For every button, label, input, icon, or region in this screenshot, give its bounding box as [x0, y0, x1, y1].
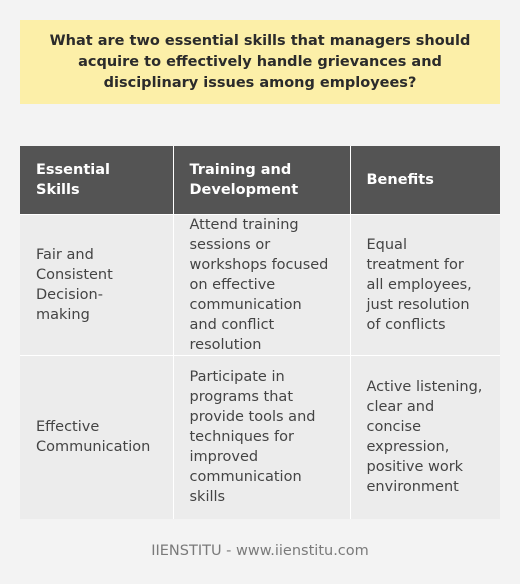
question-box: [20, 20, 500, 104]
skills-table: [20, 146, 500, 519]
footer-credit: IIENSTITU - www.iienstitu.com: [151, 543, 369, 559]
cell-skill: Effective Communication: [20, 355, 173, 519]
table-row: [20, 355, 500, 519]
header-benefits: Benefits: [350, 146, 500, 214]
cell-training: Participate in programs that provide tools and techniques for improved communication skills: [173, 355, 350, 519]
table-header-row: [20, 146, 500, 214]
question-title: What are two essential skills that managers should acquire to effectively handle grievances and disciplinary issues among employees?: [49, 32, 471, 91]
table-row: [20, 214, 500, 355]
cell-skill: Fair and Consistent Decision-making: [20, 214, 173, 355]
header-training-development: Training and Development: [173, 146, 350, 214]
cell-benefits: Active listening, clear and concise expression, positive work environment: [350, 355, 500, 519]
cell-training: Attend training sessions or workshops focused on effective communication and conflict resolution: [173, 214, 350, 355]
header-essential-skills: Essential Skills: [20, 146, 173, 214]
cell-benefits: Equal treatment for all employees, just resolution of conflicts: [350, 214, 500, 355]
